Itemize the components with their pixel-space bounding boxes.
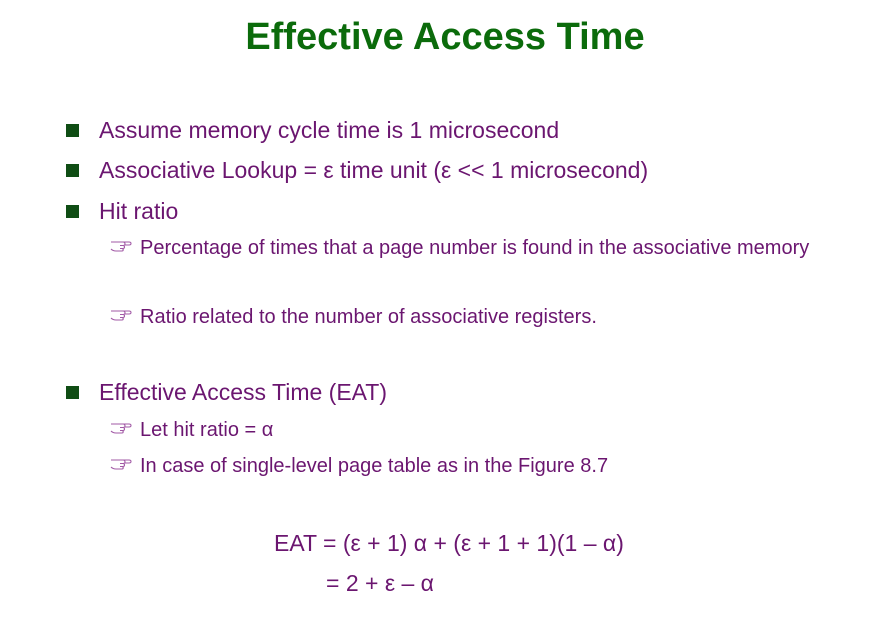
sub-bullet-text: Ratio related to the number of associative registers. — [140, 306, 597, 328]
bullet-item-hit-ratio — [66, 195, 178, 227]
pointing-hand-icon — [110, 420, 132, 434]
square-bullet-icon — [66, 164, 79, 177]
square-bullet-icon — [66, 124, 79, 137]
square-bullet-icon — [66, 205, 79, 218]
page-title: Effective Access Time — [245, 16, 645, 58]
sub-bullet-text: Percentage of times that a page number is found in the associative memory — [140, 237, 810, 259]
sub-bullet-single-level — [110, 451, 608, 482]
bullet-item-associative-lookup — [66, 154, 648, 186]
sub-bullet-ratio-registers — [110, 302, 597, 333]
equation-line-1: EAT = (ε + 1) α + (ε + 1 + 1)(1 – α) — [274, 530, 624, 556]
pointing-hand-icon — [110, 456, 132, 470]
bullet-item-memory-cycle — [66, 114, 559, 146]
bullet-text: Effective Access Time (EAT) — [99, 378, 388, 405]
sub-bullet-let-hit-ratio — [110, 415, 273, 446]
sub-bullet-text: Let hit ratio = α — [140, 419, 274, 441]
equation-line-2: = 2 + ε – α — [326, 570, 434, 596]
bullet-text: Associative Lookup = ε time unit (ε << 1 microsecond) — [99, 156, 649, 183]
square-bullet-icon — [66, 386, 79, 399]
bullet-text: Assume memory cycle time is 1 microsecond — [99, 116, 560, 143]
sub-bullet-percentage — [110, 233, 840, 264]
sub-bullet-text: In case of single-level page table as in the Figure 8.7 — [140, 455, 609, 477]
pointing-hand-icon — [110, 307, 132, 321]
pointing-hand-icon — [110, 238, 132, 252]
bullet-item-eat — [66, 376, 387, 408]
bullet-text: Hit ratio — [99, 197, 179, 224]
